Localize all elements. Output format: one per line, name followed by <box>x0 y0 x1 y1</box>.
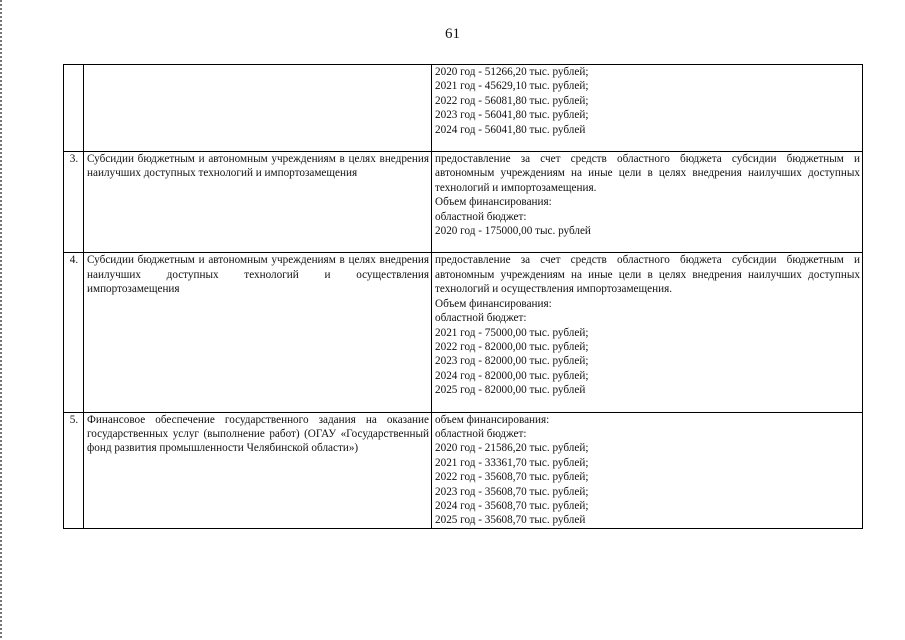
funding-line: 2022 год - 82000,00 тыс. рублей; <box>435 340 589 353</box>
table-row <box>64 65 863 152</box>
funding-line: объем финансирования: <box>435 413 550 426</box>
funding-line: 2021 год - 33361,70 тыс. рублей; <box>435 456 589 469</box>
program-measures-table <box>63 64 863 529</box>
funding-line: 2021 год - 75000,00 тыс. рублей; <box>435 326 589 339</box>
table-row <box>64 412 863 528</box>
funding-line: 2023 год - 35608,70 тыс. рублей; <box>435 485 589 498</box>
funding-line: Объем финансирования: <box>435 297 552 310</box>
measure-name: Субсидии бюджетным и автономным учреждениям в целях внедрения наилучших доступных технологий и осуществления импортозамещения <box>84 253 432 412</box>
table-row <box>64 152 863 253</box>
description-text: предоставление за счет средств областного бюджета субсидии бюджетным и автономным учреждениям на иные цели в целях внедрения наилучших доступных технологий и осуществления импортозамещения. <box>435 254 860 296</box>
funding-line: 2020 год - 21586,20 тыс. рублей; <box>435 442 589 455</box>
funding-line: 2025 год - 82000,00 тыс. рублей <box>435 384 586 397</box>
row-number: 4. <box>64 253 84 412</box>
funding-line: 2023 год - 56041,80 тыс. рублей; <box>435 109 589 122</box>
page-number: 61 <box>445 26 460 42</box>
funding-line: 2020 год - 175000,00 тыс. рублей <box>435 225 591 238</box>
funding-line: 2024 год - 82000,00 тыс. рублей; <box>435 369 589 382</box>
measure-description <box>432 253 863 412</box>
funding-line: 2024 год - 56041,80 тыс. рублей <box>435 123 586 136</box>
row-number: 3. <box>64 152 84 253</box>
funding-line: 2020 год - 51266,20 тыс. рублей; <box>435 66 589 78</box>
funding-line: 2021 год - 45629,10 тыс. рублей; <box>435 80 589 93</box>
funding-line: Объем финансирования: <box>435 196 552 209</box>
funding-line: 2024 год - 35608,70 тыс. рублей; <box>435 499 589 512</box>
measure-description <box>432 65 863 152</box>
funding-line: 2022 год - 35608,70 тыс. рублей; <box>435 471 589 484</box>
measure-name: Субсидии бюджетным и автономным учреждениям в целях внедрения наилучших доступных технологий и импортозамещения <box>84 152 432 253</box>
table-row <box>64 253 863 412</box>
funding-line: областной бюджет: <box>435 312 527 325</box>
measure-name <box>84 65 432 152</box>
measure-name: Финансовое обеспечение государственного задания на оказание государственных услуг (выполнение работ) (ОГАУ «Государственный фонд развития промышленности Челябинской области») <box>84 412 432 528</box>
page-edge <box>0 0 2 640</box>
description-text: предоставление за счет средств областного бюджета субсидии бюджетным и автономным учреждениям на иные цели в целях внедрения наилучших доступных технологий и импортозамещения. <box>435 153 860 194</box>
funding-line: 2025 год - 35608,70 тыс. рублей <box>435 514 586 527</box>
funding-line: областной бюджет: <box>435 427 527 440</box>
funding-line: областной бюджет: <box>435 210 527 223</box>
row-number: 5. <box>64 412 84 528</box>
funding-line: 2022 год - 56081,80 тыс. рублей; <box>435 94 589 107</box>
funding-line: 2023 год - 82000,00 тыс. рублей; <box>435 355 589 368</box>
measure-description <box>432 412 863 528</box>
measure-description <box>432 152 863 253</box>
row-number <box>64 65 84 152</box>
